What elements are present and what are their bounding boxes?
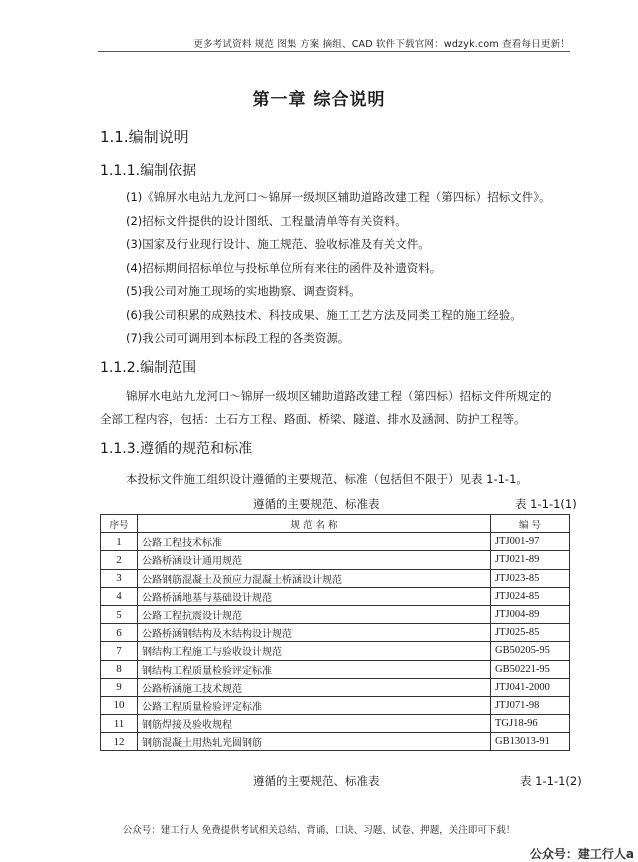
basis-item: (1)《锦屏水电站九龙河口～锦屏一级坝区辅助道路改建工程（第四标）招标文件》。	[126, 190, 551, 204]
row-number: 11	[101, 715, 138, 733]
row-standard-code: JTJ025-85	[491, 624, 570, 642]
row-standard-code: GB13013-91	[491, 733, 570, 751]
header-divider	[98, 51, 570, 52]
table-row	[101, 660, 570, 678]
basis-item: (6)我公司积累的成熟技术、科技成果、施工工艺方法及同类工程的施工经验。	[126, 307, 522, 322]
table-row	[101, 533, 570, 551]
row-number: 3	[101, 569, 138, 587]
row-standard-code: JTJ004-89	[491, 605, 570, 623]
table-label: 表 1-1-1(1)	[515, 497, 577, 511]
table2-label: 表 1-1-1(2)	[520, 774, 582, 788]
row-standard-code: JTJ023-85	[491, 569, 570, 587]
page-header-text: 更多考试资料 规范 图集 方案 摘组、CAD 软件下载官网：wdzyk.com 查看每日更新！	[193, 39, 570, 50]
row-standard-name: 公路桥涵设计通用规范	[138, 551, 491, 569]
row-number: 5	[101, 605, 138, 623]
footer-note: 公众号：建工行人 免费提供考试相关总结、背诵、口诀、习题、试卷、押题，关注即可下载！	[122, 825, 516, 836]
scope-paragraph-line1: 锦屏水电站九龙河口～锦屏一级坝区辅助道路改建工程（第四标）招标文件所规定的	[126, 389, 552, 403]
basis-item: (5)我公司对施工现场的实地勘察、调查资料。	[126, 284, 361, 298]
row-number: 6	[101, 624, 138, 642]
section-1-1-heading: 1.1.编制说明	[100, 128, 189, 146]
header-name: 规 范 名 称	[138, 515, 491, 533]
section-1-1-2-heading: 1.1.2.编制范围	[100, 360, 197, 376]
section-1-1-1-heading: 1.1.1.编制依据	[100, 163, 197, 179]
scope-paragraph-line2: 全部工程内容，包括：土石方工程、路面、桥梁、隧道、排水及涵洞、防护工程等。	[100, 412, 526, 426]
basis-list	[126, 189, 551, 354]
row-number: 7	[101, 642, 138, 660]
row-standard-name: 公路桥涵地基与基础设计规范	[138, 587, 491, 605]
row-standard-name: 公路工程技术标准	[138, 533, 491, 551]
row-standard-code: JTJ071-98	[491, 696, 570, 714]
row-standard-name: 公路桥涵施工技术规范	[138, 678, 491, 696]
row-number: 8	[101, 660, 138, 678]
table-row	[101, 587, 570, 605]
table-row	[101, 715, 570, 733]
row-standard-code: GB50221-95	[491, 660, 570, 678]
row-number: 2	[101, 551, 138, 569]
row-standard-name: 钢筋混凝土用热轧光圆钢筋	[138, 733, 491, 751]
table-row	[101, 569, 570, 587]
table-row	[101, 551, 570, 569]
row-standard-name: 公路桥涵钢结构及木结构设计规范	[138, 624, 491, 642]
row-standard-name: 钢结构工程质量检验评定标准	[138, 660, 491, 678]
row-standard-name: 公路钢筋混凝土及预应力混凝土桥涵设计规范	[138, 569, 491, 587]
row-number: 9	[101, 678, 138, 696]
row-standard-code: JTJ021-89	[491, 551, 570, 569]
table-row	[101, 642, 570, 660]
row-standard-code: JTJ001-97	[491, 533, 570, 551]
header-code: 编 号	[491, 515, 570, 533]
table-header-row	[101, 515, 570, 533]
table-body	[101, 533, 570, 751]
chapter-title: 第一章 综合说明	[252, 90, 386, 110]
basis-item: (3)国家及行业现行设计、施工规范、验收标准及有关文件。	[126, 237, 430, 251]
table-row	[101, 678, 570, 696]
row-standard-name: 钢结构工程施工与验收设计规范	[138, 642, 491, 660]
standards-paragraph: 本投标文件施工组织设计遵循的主要规范、标准（包括但不限于）见表 1-1-1。	[126, 472, 528, 486]
row-standard-name: 钢筋焊接及验收规程	[138, 715, 491, 733]
row-standard-code: GB50205-95	[491, 642, 570, 660]
row-standard-code: TGJ18-96	[491, 715, 570, 733]
watermark-text: 公众号：建工行人a	[529, 847, 634, 861]
row-number: 12	[101, 733, 138, 751]
table-row	[101, 696, 570, 714]
table-row	[101, 733, 570, 751]
table-row	[101, 605, 570, 623]
table-caption: 遵循的主要规范、标准表	[253, 497, 380, 511]
header-num: 序号	[101, 515, 138, 533]
basis-item: (2)招标文件提供的设计图纸、工程量清单等有关资料。	[126, 213, 407, 228]
table2-caption: 遵循的主要规范、标准表	[253, 774, 380, 788]
row-standard-name: 公路工程质量检验评定标准	[138, 696, 491, 714]
standards-table	[100, 514, 570, 751]
table-row	[101, 624, 570, 642]
row-standard-name: 公路工程抗震设计规范	[138, 605, 491, 623]
row-number: 10	[101, 696, 138, 714]
basis-item: (7)我公司可调用到本标段工程的各类资源。	[126, 331, 350, 345]
row-standard-code: JTJ041-2000	[491, 678, 570, 696]
section-1-1-3-heading: 1.1.3.遵循的规范和标准	[100, 441, 253, 457]
row-number: 1	[101, 533, 138, 551]
basis-item: (4)招标期间招标单位与投标单位所有来往的函件及补遗资料。	[126, 260, 442, 275]
row-standard-code: JTJ024-85	[491, 587, 570, 605]
row-number: 4	[101, 587, 138, 605]
